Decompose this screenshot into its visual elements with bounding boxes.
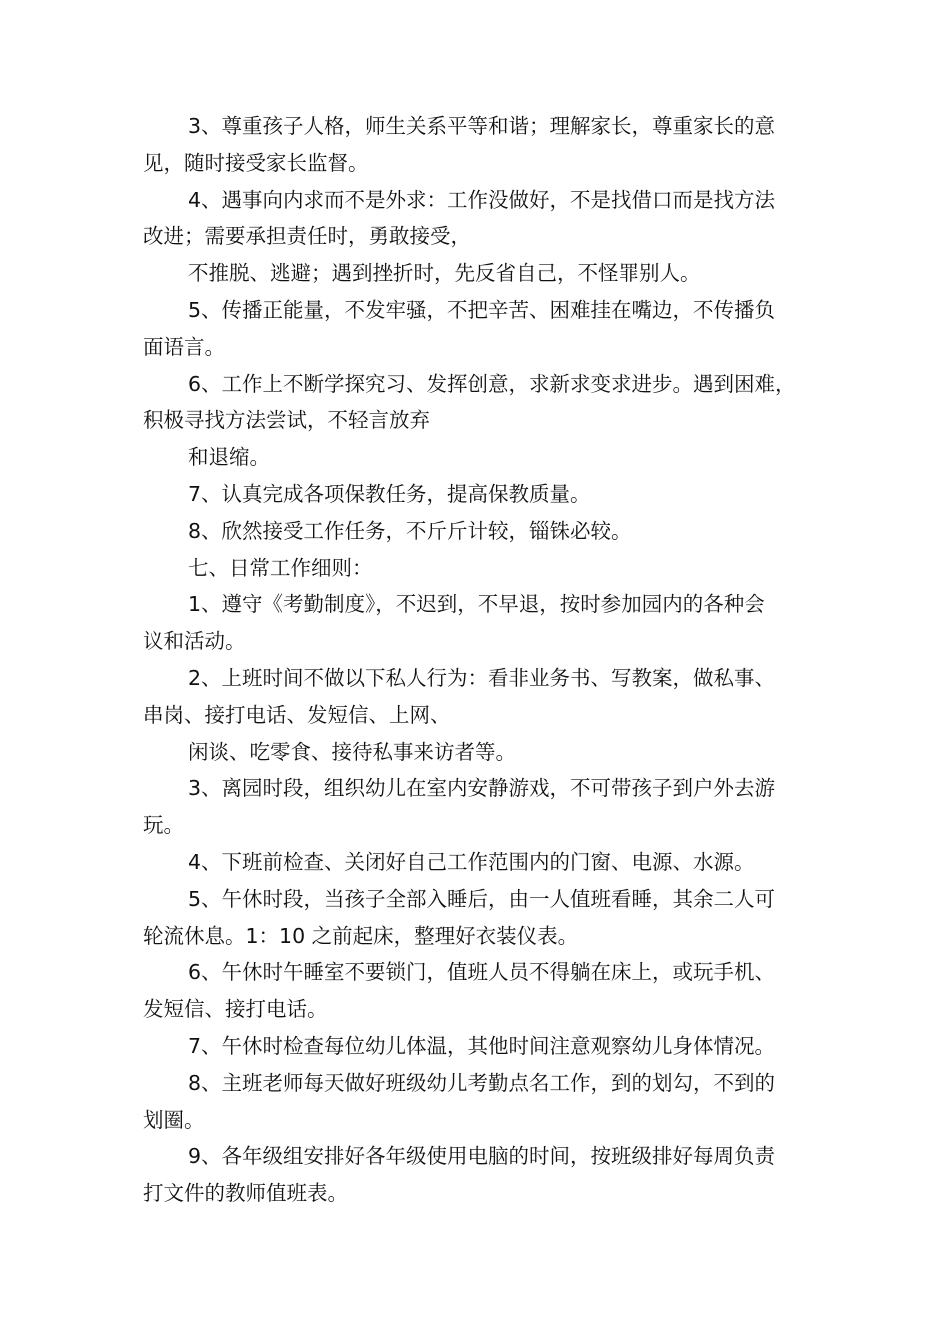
text-line: 7、认真完成各项保教任务，提高保教质量。: [188, 481, 591, 506]
text-line: 6、午休时午睡室不要锁门，值班人员不得躺在床上，或玩手机、: [188, 960, 776, 985]
text-line: 3、尊重孩子人格，师生关系平等和谐；理解家长，尊重家长的意: [188, 114, 776, 138]
text-line: 玩。: [143, 813, 184, 838]
text-line: 轮流休息。1：10 之前起床，整理好衣装仪表。: [143, 923, 579, 948]
text-line: 8、欣然接受工作任务，不斤斤计较，锱铢必较。: [188, 518, 632, 543]
text-line: 见，随时接受家长监督。: [143, 150, 369, 175]
text-line: 5、传播正能量，不发牢骚，不把辛苦、困难挂在嘴边，不传播负: [188, 297, 776, 322]
text-line: 打文件的教师值班表。: [143, 1181, 348, 1206]
text-line: 5、午休时段，当孩子全部入睡后，由一人值班看睡，其余二人可: [188, 886, 776, 911]
text-line: 3、离园时段，组织幼儿在室内安静游戏，不可带孩子到户外去游: [188, 776, 776, 801]
text-line: 积极寻找方法尝试，不轻言放弃: [143, 408, 430, 433]
text-line: 议和活动。: [143, 629, 246, 654]
text-line: 串岗、接打电话、发短信、上网、: [143, 702, 451, 727]
text-line: 闲谈、吃零食、接待私事来访者等。: [188, 739, 516, 764]
text-line: 和退缩。: [188, 445, 270, 470]
text-line: 4、下班前检查、关闭好自己工作范围内的门窗、电源、水源。: [188, 849, 755, 874]
text-line: 9、各年级组安排好各年级使用电脑的时间，按班级排好每周负责: [188, 1144, 776, 1169]
text-line: 发短信、接打电话。: [143, 997, 328, 1022]
document-body: [143, 108, 833, 1212]
text-line: 1、遵守《考勤制度》，不迟到，不早退，按时参加园内的各种会: [188, 592, 765, 617]
text-line: 七、日常工作细则：: [188, 555, 373, 580]
text-line: 划圈。: [143, 1107, 205, 1132]
text-line: 7、午休时检查每位幼儿体温，其他时间注意观察幼儿身体情况。: [188, 1033, 776, 1058]
text-line: 面语言。: [143, 334, 225, 359]
text-line: 不推脱、逃避；遇到挫折时，先反省自己，不怪罪别人。: [188, 261, 701, 286]
text-line: 4、遇事向内求而不是外求：工作没做好，不是找借口而是找方法: [188, 187, 776, 212]
text-line: 6、工作上不断学探究习、发挥创意，求新求变求进步。遇到困难，: [188, 371, 796, 396]
text-line: 改进；需要承担责任时，勇敢接受，: [143, 224, 471, 249]
text-line: 8、主班老师每天做好班级幼儿考勤点名工作，到的划勾，不到的: [188, 1070, 776, 1095]
text-line: 2、上班时间不做以下私人行为：看非业务书、写教案，做私事、: [188, 665, 776, 690]
